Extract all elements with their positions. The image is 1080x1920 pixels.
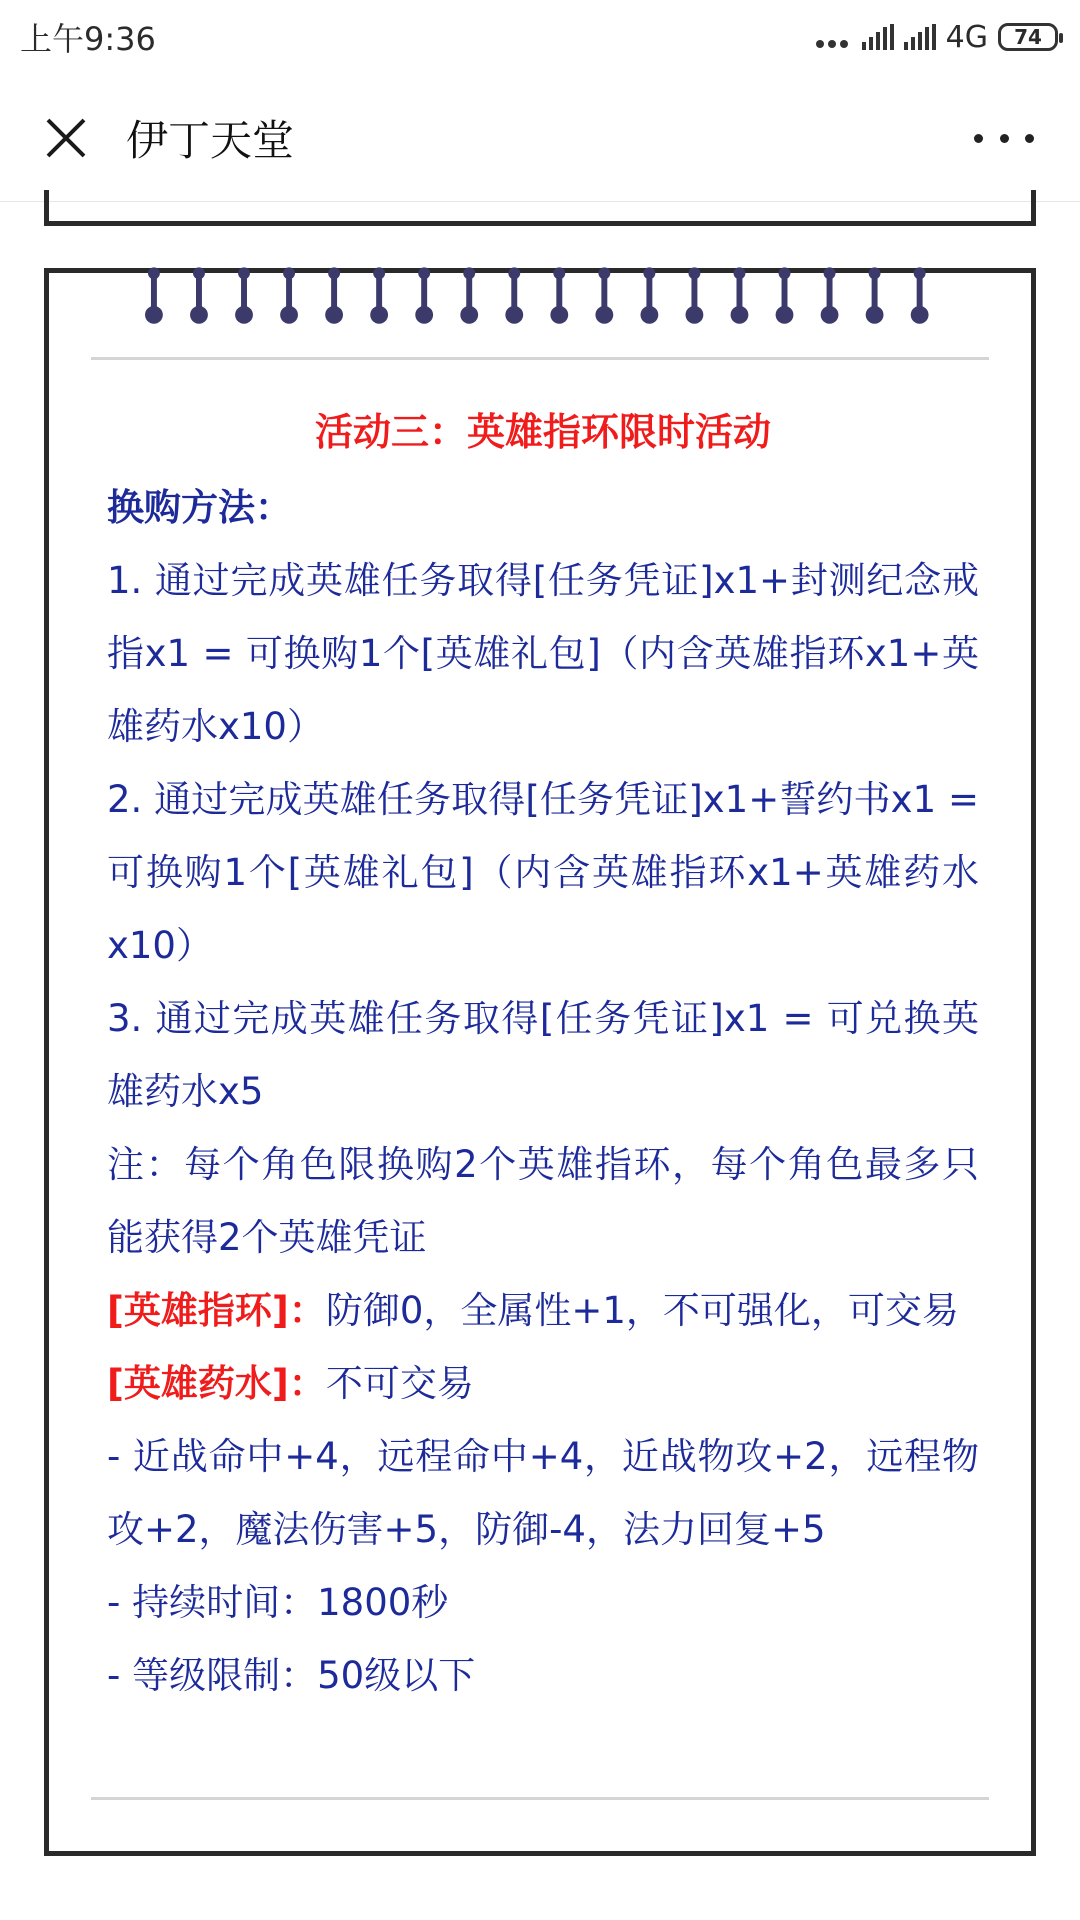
binder-ring-icon [49, 259, 1031, 339]
list-item: 1. 通过完成英雄任务取得[任务凭证]x1+封测纪念戒指x1 = 可换购1个[英雄礼包]（内含英雄指环x1+英雄药水x10） [107, 559, 979, 748]
potion-info [107, 1347, 979, 1420]
binder-ring-icon [776, 267, 794, 323]
binder-ring-icon [505, 267, 523, 323]
binder-ring-icon [145, 267, 163, 323]
ring-info [107, 1274, 979, 1347]
article-heading: 活动三：英雄指环限时活动 [314, 410, 771, 454]
potion-desc: 不可交易 [325, 1362, 474, 1405]
binder-ring-icon [595, 267, 613, 323]
binder-ring-icon [731, 267, 749, 323]
effect-line: - 持续时间：1800秒 [107, 1581, 449, 1624]
more-button[interactable] [974, 112, 1034, 164]
battery-icon [998, 23, 1058, 51]
page-title: 伊丁天堂 [126, 115, 295, 165]
binder-ring-icon [640, 267, 658, 323]
top-divider [91, 357, 989, 360]
title-bar [0, 74, 1080, 202]
battery-level: 74 [1014, 25, 1042, 49]
more-icon [974, 134, 983, 143]
note-text: 注：每个角色限换购2个英雄指环，每个角色最多只能获得2个英雄凭证 [107, 1143, 979, 1259]
binder-ring-icon [415, 267, 433, 323]
close-icon [44, 116, 88, 160]
ring-label: [英雄指环]： [107, 1289, 326, 1332]
ring-desc: 防御0，全属性+1，不可强化，可交易 [325, 1289, 959, 1332]
list-item: 2. 通过完成英雄任务取得[任务凭证]x1+誓约书x1 = 可换购1个[英雄礼包]（内含英雄指环x1+英雄药水x10） [107, 778, 979, 967]
method-label: 换购方法： [107, 486, 292, 529]
status-bar [0, 0, 1080, 74]
notebook-card [44, 268, 1036, 1856]
bottom-divider [91, 1797, 989, 1800]
network-label: 4G [945, 19, 988, 55]
binder-ring-icon [821, 267, 839, 323]
close-button[interactable] [20, 92, 112, 184]
binder-ring-icon [325, 267, 343, 323]
binder-ring-icon [550, 267, 568, 323]
article-content [107, 393, 979, 1712]
status-indicators [816, 18, 1058, 56]
binder-ring-icon [911, 267, 929, 323]
binder-ring-icon [280, 267, 298, 323]
binder-ring-icon [686, 267, 704, 323]
status-time: 上午9:36 [20, 20, 156, 58]
binder-ring-icon [235, 267, 253, 323]
binder-ring-icon [190, 267, 208, 323]
list-item: 3. 通过完成英雄任务取得[任务凭证]x1 = 可兑换英雄药水x5 [107, 997, 979, 1113]
binder-ring-icon [866, 267, 884, 323]
binder-ring-icon [460, 267, 478, 323]
effect-line: - 近战命中+4，远程命中+4，近战物攻+2，远程物攻+2，魔法伤害+5，防御-4，法力回复+5 [107, 1435, 979, 1551]
previous-card-edge [44, 190, 1036, 226]
effect-line: - 等级限制：50级以下 [107, 1654, 476, 1697]
potion-label: [英雄药水]： [107, 1362, 326, 1405]
signal-icon [862, 24, 894, 50]
binder-ring-icon [370, 267, 388, 323]
notification-dots-icon [816, 18, 852, 56]
signal-icon [904, 24, 936, 50]
